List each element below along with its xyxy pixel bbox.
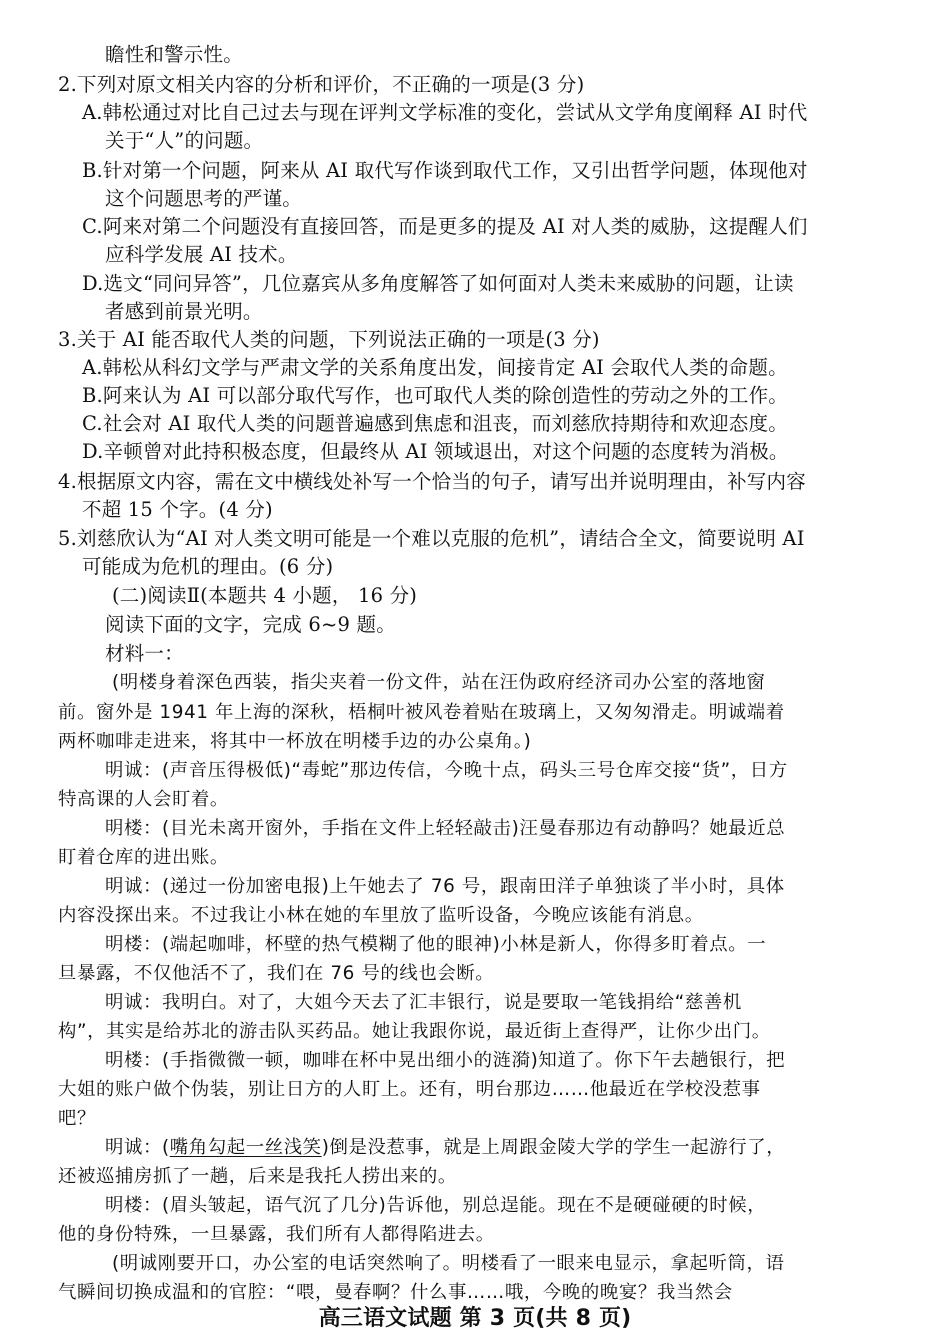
section-instruction: 阅读下面的文字，完成 6~9 题。 xyxy=(105,613,396,636)
dialogue-line-cont: 旦暴露，不仅他活不了，我们在 76 号的线也会断。 xyxy=(58,963,495,984)
material-label: 材料一： xyxy=(105,642,184,665)
question-5-stem-cont: 可能成为危机的理由。(6 分) xyxy=(82,555,334,578)
question-4-stem-cont: 不超 15 个字。(4 分) xyxy=(82,498,273,521)
dialogue-line-cont: 内容没探出来。不过我让小林在她的车里放了监听设备，今晚应该能有消息。 xyxy=(58,905,704,926)
dialogue-line-cont: 特高课的人会盯着。 xyxy=(58,789,229,810)
dialogue-line-cont: 他的身份特殊，一旦暴露，我们所有人都得陷进去。 xyxy=(58,1224,495,1245)
dialogue-line: 明楼：(手指微微一顿，咖啡在杯中晃出细小的涟漪)知道了。你下午去趟银行，把 xyxy=(105,1050,786,1071)
question-4-stem: 4.根据原文内容，需在文中横线处补写一个恰当的句子，请写出并说明理由，补写内容 xyxy=(58,470,806,493)
question-5-stem: 5.刘慈欣认为“AI 对人类文明可能是一个难以克服的危机”，请结合全文，简要说明 AI xyxy=(58,527,805,550)
stage-direction-cont: 气瞬间切换成温和的官腔：“喂，曼春啊？什么事……哦，今晚的晚宴？我当然会 xyxy=(58,1282,733,1303)
q2-option-c: C.阿来对第二个问题没有直接回答，而是更多的提及 AI 对人类的威胁，这提醒人们 xyxy=(82,215,808,238)
q2-option-b-cont: 这个问题思考的严谨。 xyxy=(105,187,303,210)
section-title: (二)阅读Ⅱ(本题共 4 小题， 16 分) xyxy=(112,584,418,607)
q2-option-d-cont: 者感到前景光明。 xyxy=(105,300,263,323)
dialogue-line-cont: 吧？ xyxy=(58,1108,96,1129)
dialogue-line-cont: 还被巡捕房抓了一趟，后来是我托人捞出来的。 xyxy=(58,1166,457,1187)
dialogue-line: 明诚：我明白。对了，大姐今天去了汇丰银行，说是要取一笔钱捐给“慈善机 xyxy=(105,992,742,1013)
dialogue-line: 明楼：(目光未离开窗外，手指在文件上轻轻敲击)汪曼春那边有动静吗？她最近总 xyxy=(105,818,786,839)
dialogue-line-cont: 盯着仓库的进出账。 xyxy=(58,847,229,868)
dialogue-line: 明楼：(端起咖啡，杯壁的热气模糊了他的眼神)小林是新人，你得多盯着点。一 xyxy=(105,934,767,955)
dialogue-line-cont: 构”，其实是给苏北的游击队买药品。她让我跟你说，最近街上查得严，让你少出门。 xyxy=(58,1021,771,1042)
script-paragraph: (明楼身着深色西装，指尖夹着一份文件，站在汪伪政府经济司办公室的落地窗 xyxy=(112,672,766,693)
dialogue-line: 明诚：(递过一份加密电报)上午她去了 76 号，跟南田洋子单独谈了半小时，具体 xyxy=(105,876,785,897)
dialogue-prefix: 明诚：( xyxy=(105,1137,170,1158)
q3-option-d: D.辛顿曾对此持积极态度，但最终从 AI 领域退出，对这个问题的态度转为消极。 xyxy=(82,440,789,463)
q3-option-b: B.阿来认为 AI 可以部分取代写作，也可取代人类的除创造性的劳动之外的工作。 xyxy=(82,384,789,407)
q2-option-c-cont: 应科学发展 AI 技术。 xyxy=(105,243,298,266)
underlined-phrase: 嘴角勾起一丝浅笑 xyxy=(169,1137,322,1158)
q3-option-c: C.社会对 AI 取代人类的问题普遍感到焦虑和沮丧，而刘慈欣持期待和欢迎态度。 xyxy=(82,412,788,435)
script-paragraph-cont: 两杯咖啡走进来，将其中一杯放在明楼手边的办公桌角。) xyxy=(58,731,532,752)
stage-direction: (明诚刚要开口，办公室的电话突然响了。明楼看了一眼来电显示，拿起听筒，语 xyxy=(112,1253,785,1274)
dialogue-line: 明楼：(眉头皱起，语气沉了几分)告诉他，别总逞能。现在不是硬碰硬的时候， xyxy=(105,1195,767,1216)
dialogue-line-cont: 大姐的账户做个伪装，别让日方的人盯上。还有，明台那边……他最近在学校没惹事 xyxy=(58,1079,761,1100)
question-3-stem: 3.关于 AI 能否取代人类的问题，下列说法正确的一项是(3 分) xyxy=(58,328,600,351)
q2-option-a: A.韩松通过对比自己过去与现在评判文学标准的变化，尝试从文学角度阐释 AI 时代 xyxy=(82,101,808,124)
q2-option-b: B.针对第一个问题，阿来从 AI 取代写作谈到取代工作，又引出哲学问题，体现他对 xyxy=(82,159,808,182)
dialogue-suffix: )倒是没惹事，就是上周跟金陵大学的学生一起游行了， xyxy=(321,1137,786,1158)
q3-option-a: A.韩松从科幻文学与严肃文学的关系角度出发，间接肯定 AI 会取代人类的命题。 xyxy=(82,356,788,379)
page-footer: 高三语文试题 第 3 页(共 8 页) xyxy=(318,1306,632,1331)
q2-option-d: D.选文“同问异答”，几位嘉宾从多角度解答了如何面对人类未来威胁的问题，让读 xyxy=(82,272,794,295)
dialogue-line: 明诚：(声音压得极低)“毒蛇”那边传信，今晚十点，码头三号仓库交接“货”，日方 xyxy=(105,760,788,781)
q2-option-a-cont: 关于“人”的问题。 xyxy=(105,129,264,152)
dialogue-line xyxy=(105,1135,785,1161)
continued-text: 瞻性和警示性。 xyxy=(105,43,243,66)
script-paragraph-cont: 前。窗外是 1941 年上海的深秋，梧桐叶被风卷着贴在玻璃上，又匆匆滑走。明诚端着 xyxy=(58,702,785,723)
question-2-stem: 2.下列对原文相关内容的分析和评价，不正确的一项是(3 分) xyxy=(58,73,585,96)
